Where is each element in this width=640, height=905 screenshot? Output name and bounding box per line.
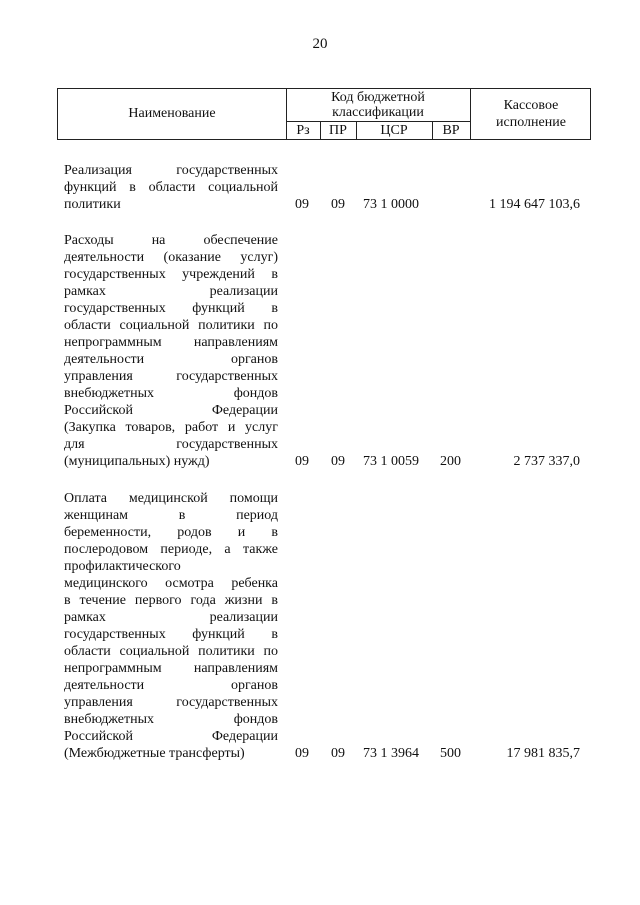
- row-name-line: деятельности органов: [64, 678, 278, 693]
- row-amount: 1 194 647 103,6: [489, 197, 580, 212]
- row-name-line: медицинского осмотра ребенка: [64, 576, 278, 591]
- row-name: [64, 232, 278, 470]
- row-name-line: послеродовом периоде, а также: [64, 542, 278, 557]
- row-name-line: для государственных: [64, 437, 278, 452]
- header-pr: ПР: [329, 123, 347, 138]
- row-name-line: политики: [64, 197, 121, 212]
- row-name-line: непрограммным направлениям: [64, 335, 278, 350]
- row-name-line: внебюджетных фондов: [64, 386, 278, 401]
- row-name-line: деятельности органов: [64, 352, 278, 367]
- row-rz: 09: [295, 197, 309, 212]
- row-csr: 73 1 0059: [363, 454, 419, 469]
- header-divider: [470, 89, 471, 139]
- header-name: Наименование: [128, 106, 216, 121]
- row-name-line: беременности, родов и в: [64, 525, 278, 540]
- row-name-line: области социальной политики по: [64, 644, 278, 659]
- row-name-line: женщинам в период: [64, 508, 278, 523]
- row-name-line: (Межбюджетные трансферты): [64, 746, 245, 761]
- page-number: 20: [312, 36, 328, 52]
- row-name-line: управления государственных: [64, 695, 278, 710]
- row-name-line: управления государственных: [64, 369, 278, 384]
- row-name-line: функций в области социальной: [64, 180, 278, 195]
- row-pr: 09: [331, 454, 345, 469]
- header-amount-line1: Кассовое: [503, 98, 559, 113]
- row-name-line: профилактического: [64, 559, 181, 574]
- row-vr: 500: [440, 746, 461, 761]
- row-csr: 73 1 3964: [363, 746, 419, 761]
- row-name-line: Реализация государственных: [64, 163, 278, 178]
- row-name: [64, 490, 278, 762]
- row-pr: 09: [331, 197, 345, 212]
- row-name-line: рамках реализации: [64, 610, 278, 625]
- header-vr: ВР: [442, 123, 460, 138]
- row-amount: 17 981 835,7: [506, 746, 580, 761]
- row-name-line: рамках реализации: [64, 284, 278, 299]
- row-name-line: деятельности (оказание услуг): [64, 250, 278, 265]
- row-name-line: Расходы на обеспечение: [64, 233, 278, 248]
- row-rz: 09: [295, 454, 309, 469]
- table-header: [57, 88, 591, 140]
- row-name: [64, 162, 278, 213]
- row-name-line: государственных функций в: [64, 301, 278, 316]
- row-csr: 73 1 0000: [363, 197, 419, 212]
- row-name-line: области социальной политики по: [64, 318, 278, 333]
- row-rz: 09: [295, 746, 309, 761]
- header-code-group-line2: классификации: [332, 105, 424, 120]
- row-pr: 09: [331, 746, 345, 761]
- row-name-line: внебюджетных фондов: [64, 712, 278, 727]
- row-name-line: государственных учреждений в: [64, 267, 278, 282]
- row-name-line: (Закупка товаров, работ и услуг: [64, 420, 278, 435]
- header-code-group-line1: Код бюджетной: [331, 90, 425, 105]
- row-vr: 200: [440, 454, 461, 469]
- row-name-line: Российской Федерации: [64, 403, 278, 418]
- row-name-line: Российской Федерации: [64, 729, 278, 744]
- header-csr: ЦСР: [380, 123, 408, 138]
- row-name-line: государственных функций в: [64, 627, 278, 642]
- row-name-line: Оплата медицинской помощи: [64, 491, 278, 506]
- header-amount-line2: исполнение: [496, 115, 566, 130]
- header-rz: Рз: [296, 123, 310, 138]
- row-name-line: в течение первого года жизни в: [64, 593, 278, 608]
- row-amount: 2 737 337,0: [513, 454, 580, 469]
- row-name-line: (муниципальных) нужд): [64, 454, 210, 469]
- row-name-line: непрограммным направлениям: [64, 661, 278, 676]
- header-divider: [286, 121, 470, 122]
